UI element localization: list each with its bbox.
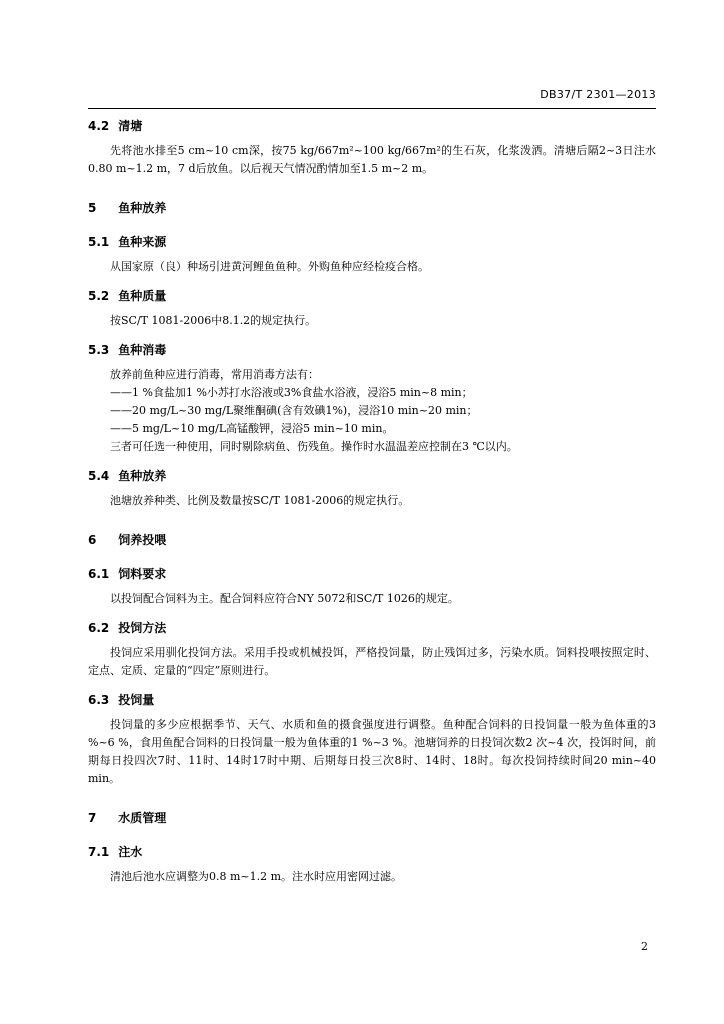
section-number: 7 bbox=[88, 811, 97, 825]
section-number: 5.2 bbox=[88, 289, 110, 303]
section-number: 5.1 bbox=[88, 235, 110, 249]
section-7-1-heading bbox=[88, 844, 656, 860]
list-item: ——5 mg/L~10 mg/L高锰酸钾，浸浴5 min~10 min。 bbox=[110, 422, 394, 435]
section-title: 鱼种放养 bbox=[118, 201, 167, 215]
section-title: 饲养投喂 bbox=[118, 533, 167, 547]
section-4-2-heading bbox=[88, 118, 656, 134]
section-6-heading bbox=[88, 532, 656, 548]
section-5-3-heading bbox=[88, 342, 656, 358]
document-body bbox=[88, 118, 656, 886]
section-number: 6.1 bbox=[88, 567, 110, 581]
list-item: ——1 %食盐加1 %小苏打水浴液或3%食盐水浴液，浸浴5 min~8 min； bbox=[110, 386, 473, 399]
section-6-1-heading bbox=[88, 566, 656, 582]
section-5-4-heading bbox=[88, 468, 656, 484]
section-title: 鱼种放养 bbox=[118, 469, 167, 483]
section-7-heading bbox=[88, 810, 656, 826]
section-6-2-heading bbox=[88, 620, 656, 636]
section-7-1-text: 清池后池水应调整为0.8 m~1.2 m。注水时应用密网过滤。 bbox=[110, 870, 403, 883]
section-6-2-text: 投饲应采用驯化投饲方法。采用手投或机械投饵，严格投饲量，防止残饵过多，污染水质。饲料投喂按照定时、定点、定质、定量的“四定”原则进行。 bbox=[88, 646, 656, 677]
list-item: ——20 mg/L~30 mg/L聚维酮碘(含有效碘1%)，浸浴10 min~20 min； bbox=[110, 404, 478, 417]
section-6-3-heading bbox=[88, 692, 656, 708]
section-title: 投饲方法 bbox=[118, 621, 167, 635]
section-5-1-heading bbox=[88, 234, 656, 250]
section-title: 水质管理 bbox=[118, 811, 167, 825]
section-title: 注水 bbox=[118, 845, 143, 859]
section-5-1-text: 从国家原（良）种场引进黄河鲤鱼鱼种。外购鱼种应经检疫合格。 bbox=[110, 260, 429, 273]
standard-code: DB37/T 2301—2013 bbox=[540, 88, 656, 101]
header-rule bbox=[88, 108, 656, 109]
section-title: 清塘 bbox=[118, 119, 143, 133]
section-title: 饲料要求 bbox=[118, 567, 167, 581]
section-number: 5.4 bbox=[88, 469, 110, 483]
section-title: 鱼种质量 bbox=[118, 289, 167, 303]
section-number: 4.2 bbox=[88, 119, 110, 133]
section-5-2-text: 按SC/T 1081-2006中8.1.2的规定执行。 bbox=[110, 314, 317, 327]
section-5-2-heading bbox=[88, 288, 656, 304]
section-6-3-text: 投饲量的多少应根据季节、天气、水质和鱼的摄食强度进行调整。鱼种配合饲料的日投饲量一般为鱼体重的3 %~6 %，食用鱼配合饲料的日投饲量一般为鱼体重的1 %~3 %。池塘饲养的日投饲次数2 次~4 次，投饵时间，前期每日投四次7时、11时、14时17时中期、后期每日投三次8时、14时、18时。每次投饲持续时间20 min~40 min。 bbox=[88, 718, 656, 785]
section-6-1-text: 以投饲配合饲料为主。配合饲料应符合NY 5072和SC/T 1026的规定。 bbox=[110, 592, 459, 605]
section-title: 鱼种消毒 bbox=[118, 343, 167, 357]
section-number: 6.2 bbox=[88, 621, 110, 635]
section-number: 5 bbox=[88, 201, 97, 215]
section-5-3-outro: 三者可任选一种使用，同时剔除病鱼、伤残鱼。操作时水温温差应控制在3 ℃以内。 bbox=[110, 440, 518, 453]
section-title: 鱼种来源 bbox=[118, 235, 167, 249]
section-number: 6 bbox=[88, 533, 97, 547]
page-number: 2 bbox=[641, 940, 648, 953]
section-title: 投饲量 bbox=[118, 693, 155, 707]
section-5-3-intro: 放养前鱼种应进行消毒，常用消毒方法有： bbox=[110, 368, 319, 381]
section-number: 7.1 bbox=[88, 845, 110, 859]
section-4-2-text: 先将池水排至5 cm~10 cm深，按75 kg/667m²~100 kg/667m²的生石灰，化浆泼洒。清塘后隔2~3日注水0.80 m~1.2 m，7 d后放鱼。以后视天气情况酌情加至1.5 m~2 m。 bbox=[88, 144, 656, 175]
section-5-heading bbox=[88, 200, 656, 216]
section-5-4-text: 池塘放养种类、比例及数量按SC/T 1081-2006的规定执行。 bbox=[110, 494, 410, 507]
section-number: 6.3 bbox=[88, 693, 110, 707]
section-number: 5.3 bbox=[88, 343, 110, 357]
